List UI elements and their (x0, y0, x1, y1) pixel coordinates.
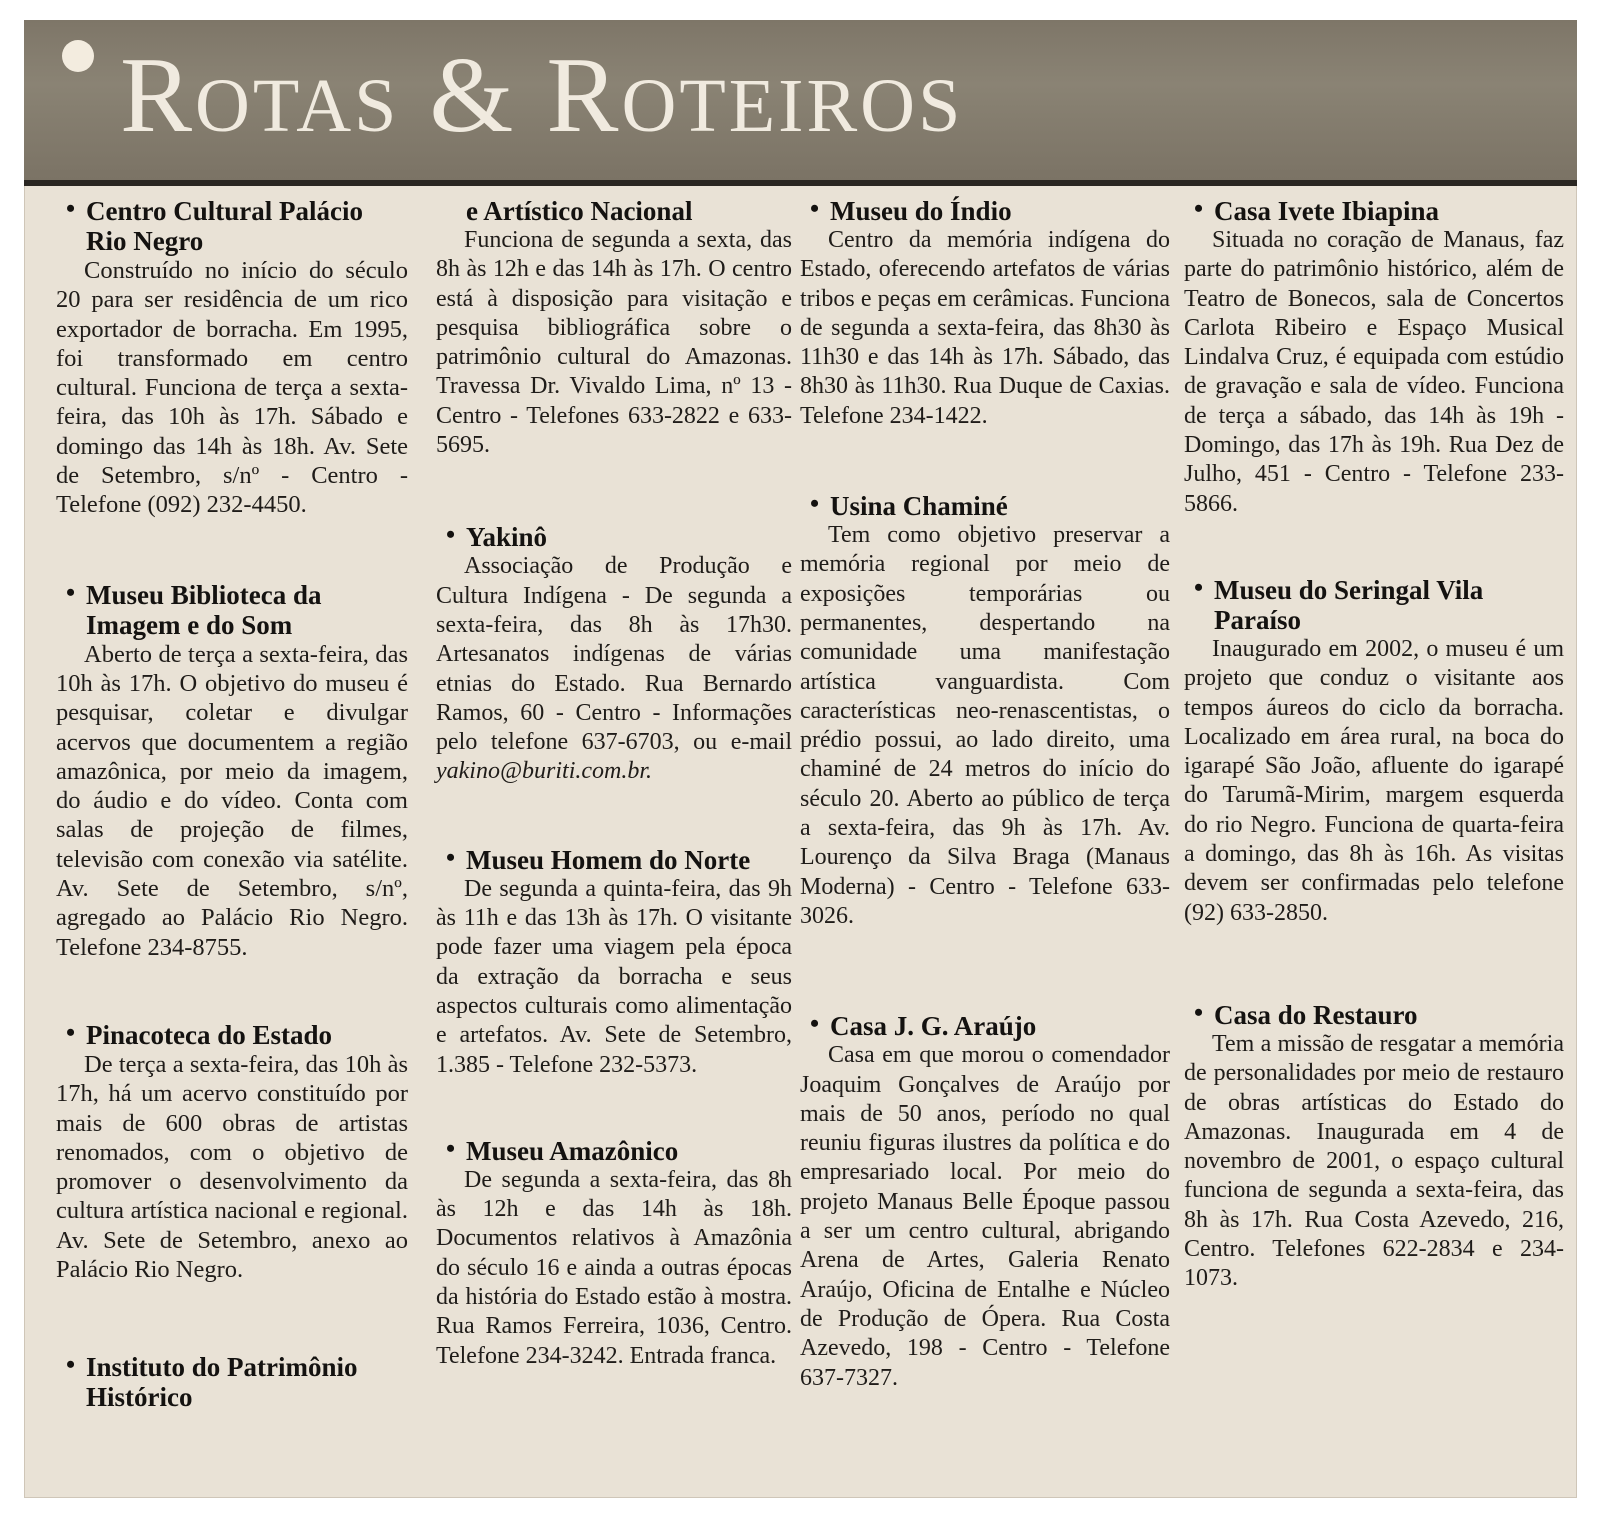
listing (800, 491, 1170, 931)
listing-body: Tem a missão de resgatar a memória de personalidades por meio de restauro de obras artísticas do Estado do Amazonas. Inaugurada em 4 de novembro de 2001, o espaço cultural funciona de segunda a sexta-feira, das 8h às 17h. Rua Costa Azevedo, 216, Centro. Telefones 622-2834 e 234-1073. (1184, 1030, 1564, 1292)
listing-title (436, 196, 792, 226)
listing (800, 1011, 1170, 1393)
listing-body: Situada no coração de Manaus, faz parte do patrimônio histórico, além de Teatro de Bonecos, sala de Concertos Carlota Ribeiro e Espaço Musical Lindalva Cruz, é equipada com estúdio de gravação e sala de vídeo. Funciona de terça a sábado, das 14h às 19h - Domingo, das 17h às 19h. Rua Dez de Julho, 451 - Centro - Telefone 233-5866. (1184, 227, 1564, 517)
listing (56, 577, 408, 962)
listing-title (436, 1133, 792, 1166)
listing-body: Aberto de terça a sexta-feira, das 10h às 17h. O objetivo do museu é pesquisar, coletar e divulgar acervos que documentem a região amazônica, por meio da imagem, do áudio e do vídeo. Conta com salas de projeção de filmes, televisão com conexão via satélite. Av. Sete de Setembro, s/nº, agregado ao Palácio Rio Negro. Telefone 234-8755. (56, 640, 408, 961)
listing-body-text: Associação de Produção e Cultura Indígena - De segunda a sexta-feira, das 8h às 17h30. Artesanatos indígenas de várias etnias do Estado. Rua Bernardo Ramos, 60 - Centro - Informações pelo telefone 637-6703, ou e-mail (436, 553, 792, 756)
listing-title-text: Centro Cultural Palácio Rio Negro (86, 196, 363, 256)
listing (436, 842, 792, 1080)
listing-title (436, 522, 792, 552)
listing-title (56, 1017, 408, 1050)
bullet-icon: • (66, 1350, 76, 1380)
listing-title-text: Yakinô (466, 522, 548, 553)
listing-continued (436, 196, 792, 460)
listing (436, 522, 792, 786)
email-link[interactable]: yakino@buriti.com.br. (436, 758, 653, 785)
listing-title-text: Usina Chaminé (830, 491, 1008, 522)
column-3 (800, 196, 1170, 1496)
listing-body: De terça a sexta-feira, das 10h às 17h, há um acervo constituído por mais de 600 obras de artistas renomados, com o objetivo de promover o desenvolvimento da cultura artística nacional e regional. Av. Sete de Setembro, anexo ao Palácio Rio Negro. (56, 1050, 408, 1284)
listing-title (56, 1352, 408, 1412)
listing-body: Tem como objetivo preservar a memória regional por meio de exposições temporárias ou permanentes, despertando na comunidade uma manifestação artística vanguardista. Com características neo-renascentistas, o prédio possui, ao lado direito, uma chaminé de 24 metros do início do século 20. Aberto ao público de terça a sexta-feira, das 9h às 17h. Av. Lourenço da Silva Braga (Manaus Moderna) - Centro - Telefone 633-3026. (800, 522, 1170, 929)
section-header (24, 20, 1577, 186)
bullet-icon: • (446, 520, 456, 550)
bullet-icon (62, 40, 94, 72)
listing-title-text: Museu do Índio (830, 196, 1012, 226)
bullet-icon: • (1194, 194, 1204, 223)
listing (56, 1352, 408, 1412)
section-title: Rotas & Roteiros (120, 36, 964, 155)
column-2 (436, 196, 792, 1496)
listing-body: Construído no início do século 20 para ser residência de um rico exportador de borracha. Em 1995, foi transformado em centro cultural. Funciona de terça a sexta-feira, das 10h às 17h. Sábado e domingo das 14h às 18h. Av. Sete de Setembro, s/nº - Centro - Telefone (092) 232-4450. (56, 257, 408, 519)
listing-title-text: Museu Homem do Norte (466, 844, 751, 875)
listing-title-text: Museu Amazônico (466, 1135, 679, 1166)
bullet-icon: • (66, 1017, 76, 1047)
listing-title (800, 196, 1170, 226)
bullet-icon: • (810, 1009, 820, 1039)
listing-title-text: Casa do Restauro (1214, 999, 1418, 1030)
column-1 (56, 196, 408, 1496)
listing-title (800, 1011, 1170, 1041)
listing-title (436, 842, 792, 875)
bullet-icon: • (810, 194, 820, 223)
listing-title-text: Casa Ivete Ibiapina (1214, 196, 1440, 226)
listing (1184, 997, 1564, 1294)
listing-title-text: Museu do Seringal Vila Paraíso (1214, 574, 1484, 635)
listing-title (800, 491, 1170, 521)
listing (436, 1133, 792, 1371)
listing (56, 1017, 408, 1284)
listing (1184, 196, 1564, 519)
listing-body: Casa em que morou o comendador Joaquim Gonçalves de Araújo por mais de 50 anos, período no qual reuniu figuras ilustres da política e do empresariado local. Por meio do projeto Manaus Belle Époque passou a ser um centro cultural, abrigando Arena de Artes, Galeria Renato Araújo, Oficina de Entalhe e Núcleo de Produção de Ópera. Rua Costa Azevedo, 198 - Centro - Telefone 637-7327. (800, 1042, 1170, 1391)
listing-body (436, 552, 792, 786)
listing-body: Centro da memória indígena do Estado, oferecendo artefatos de várias tribos e peças em cerâmicas. Funciona de segunda a sexta-feira, das 8h30 às 11h30 e das 14h às 17h. Sábado, das 8h30 às 11h30. Rua Duque de Caxias. Telefone 234-1422. (800, 227, 1170, 429)
listing (56, 196, 408, 520)
listing-title (1184, 572, 1564, 635)
bullet-icon: • (66, 194, 76, 223)
listing-title-text: Instituto do Patrimônio Histórico (86, 1352, 358, 1413)
listing-title-text: Casa J. G. Araújo (830, 1011, 1037, 1042)
bullet-icon: • (1194, 997, 1204, 1027)
listing-body: De segunda a quinta-feira, das 9h às 11h e das 13h às 17h. O visitante pode fazer uma viagem pela época da extração da borracha e seus aspectos culturais como alimentação e artefatos. Av. Sete de Setembro, 1.385 - Telefone 232-5373. (436, 875, 792, 1078)
listing-title-text: Pinacoteca do Estado (86, 1019, 332, 1050)
listing-body: De segunda a sexta-feira, das 8h às 12h e das 14h às 18h. Documentos relativos à Amazônia do século 16 e ainda a outras épocas da história do Estado estão à mostra. Rua Ramos Ferreira, 1036, Centro. Telefone 234-3242. Entrada franca. (436, 1166, 792, 1369)
listing-title (56, 196, 408, 256)
bullet-icon: • (1194, 572, 1204, 602)
newspaper-clipping (24, 20, 1577, 1498)
bullet-icon: • (810, 489, 820, 519)
bullet-icon: • (446, 842, 456, 872)
listing-title-text: e Artístico Nacional (466, 196, 693, 226)
listing-body: Inaugurado em 2002, o museu é um projeto que conduz o visitante aos tempos áureos do ciclo da borracha. Localizado em área rural, na boca do igarapé São João, afluente do igarapé do Tarumã-Mirim, margem esquerda do rio Negro. Funciona de quarta-feira a domingo, das 8h às 16h. As visitas devem ser confirmadas pelo telefone (92) 633-2850. (1184, 635, 1564, 926)
listing-title-text: Museu Biblioteca da Imagem e do Som (86, 579, 322, 640)
listing-title (1184, 196, 1564, 226)
column-4 (1184, 196, 1564, 1496)
listing-title (1184, 997, 1564, 1030)
bullet-icon: • (446, 1133, 456, 1163)
listing (800, 196, 1170, 431)
bullet-icon: • (66, 577, 76, 607)
listing-body: Funciona de segunda a sexta, das 8h às 12h e das 14h às 17h. O centro está à disposição para visitação e pesquisa bibliográfica sobre o patrimônio cultural do Amazonas. Travessa Dr. Vivaldo Lima, nº 13 - Centro - Telefones 633-2822 e 633-5695. (436, 227, 792, 459)
listing (1184, 572, 1564, 928)
listing-title (56, 577, 408, 640)
